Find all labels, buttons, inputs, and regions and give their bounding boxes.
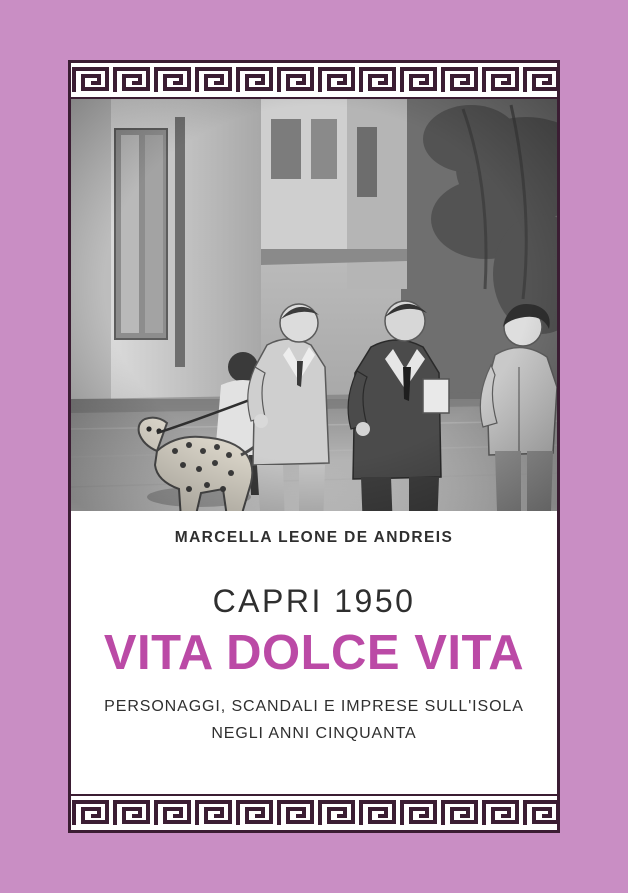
book-title: VITA DOLCE VITA: [103, 626, 525, 680]
cover-text-block: [71, 515, 557, 811]
author-name: MARCELLA LEONE DE ANDREIS: [174, 529, 454, 546]
cover-photograph: [71, 99, 557, 511]
subtitle-line-2: NEGLI ANNI CINQUANTA: [211, 725, 417, 743]
greek-key-meander-bottom: [71, 794, 557, 830]
cover-year: CAPRI 1950: [212, 583, 416, 619]
greek-key-meander-top: [71, 63, 557, 99]
subtitle-line-1: PERSONAGGI, SCANDALI E IMPRESE SULL'ISOLA: [104, 698, 524, 716]
cover-panel: [68, 60, 560, 833]
